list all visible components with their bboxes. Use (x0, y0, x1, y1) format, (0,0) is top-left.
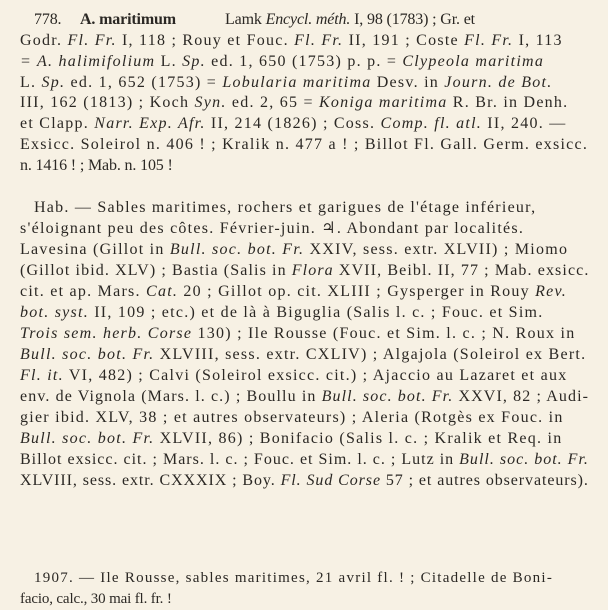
italic-reference: Bull. soc. bot. Fr. (169, 241, 305, 258)
italic-reference: Fl. Sud Corse (280, 472, 381, 489)
citation-line (20, 135, 588, 155)
italic-reference: Bull. soc. bot. Fr. (459, 451, 589, 468)
italic-reference: Narr. Exp. Afr. (94, 115, 206, 133)
text-segment: III, 162 (1813) ; Koch (20, 94, 195, 112)
habitat-line (20, 408, 564, 428)
italic-reference: Sp. (41, 73, 66, 91)
habitat-line (34, 198, 536, 218)
text-segment: I, 98 (1783) ; Gr. et (350, 11, 475, 28)
text-segment: II, 214 (1826) ; Coss. (205, 115, 381, 133)
citation-line (20, 31, 563, 51)
citation-line (20, 52, 544, 72)
text-segment: 130) ; Ile Rousse (Fouc. et Sim. l. c. ; N. Roux in (192, 325, 576, 342)
habitat-line (20, 366, 567, 386)
text-segment: I, 118 ; Rouy et Fouc. (116, 32, 295, 49)
taxon-name: A. maritimum (80, 11, 176, 28)
text-segment: cit. et ap. Mars. (20, 283, 147, 300)
text-segment: XLVIII, sess. extr. CXLIV) ; Algajola (Soleirol ex Bert. (154, 346, 587, 363)
italic-reference: Fl. it. (20, 367, 64, 384)
habitat-line (20, 450, 589, 470)
text-segment: ed. 2, 65 = (226, 94, 319, 112)
text-segment: 20 ; Gillot op. cit. XLIII ; Gysperger in Rouy (178, 283, 536, 300)
italic-reference: bot. syst. (20, 304, 89, 321)
text-segment: XXVI, 82 ; Audi- (453, 388, 590, 405)
text-segment: (Gillot ibid. XLV) ; Bastia (Salis in (20, 262, 292, 279)
text-segment: R. Br. in Denh. (447, 94, 569, 112)
observation-line (34, 568, 553, 588)
habitat-line (20, 282, 567, 302)
text-segment: Exsicc. Soleirol n. 406 ! ; Kralik n. 477 a ! ; Billot Fl. Gall. Germ. exsicc. (20, 136, 589, 153)
habitat-line (20, 429, 562, 449)
text-segment: XLVII, 86) ; Bonifacio (Salis l. c. ; Kralik et Req. in (154, 430, 563, 447)
italic-reference: Syn. (194, 94, 227, 112)
habitat-line (20, 471, 589, 491)
text-segment: facio, calc., 30 mai fl. fr. ! (20, 591, 172, 607)
habitat-line (20, 261, 589, 281)
italic-reference: = A. halimifolium (20, 52, 156, 70)
habitat-line (20, 303, 543, 323)
text-segment: gier ibid. XLV, 38 ; et autres observateurs) ; Aleria (Rotgès ex Fouc. in (20, 409, 564, 426)
citation-line (225, 10, 475, 30)
text-segment: env. de Vignola (Mars. l. c.) ; Boullu in (20, 388, 322, 405)
italic-reference: Flora (291, 262, 334, 279)
italic-reference: Bull. soc. bot. Fr. (321, 388, 454, 405)
italic-reference: Lobularia maritima (222, 73, 372, 91)
text-segment: L. (20, 73, 42, 91)
text-segment: XLVIII, sess. extr. CXXXIX ; Boy. (20, 472, 281, 489)
text-segment: ed. 1, 652 (1753) = (65, 73, 223, 91)
text-segment: I, 113 (513, 32, 563, 49)
text-segment: II, 109 ; etc.) et de là à Biguglia (Salis l. c. ; Fouc. et Sim. (88, 304, 544, 321)
italic-reference: Fl. Fr. (67, 32, 117, 49)
text-segment: VI, 482) ; Calvi (Soleirol exsicc. cit.) ; Ajaccio au Lazaret et aux (63, 367, 568, 384)
text-segment: Godr. (20, 32, 68, 49)
habitat-line (20, 387, 589, 407)
observation-line (20, 589, 172, 609)
text-segment: L. (155, 52, 183, 70)
text-segment: ed. 1, 650 (1753) p. p. = (205, 52, 403, 70)
text-segment: Billot exsicc. cit. ; Mars. l. c. ; Fouc. et Sim. l. c. ; Lutz in (20, 451, 460, 468)
italic-reference: Cat. (146, 283, 179, 300)
italic-reference: Comp. fl. atl. (380, 115, 483, 133)
text-segment: II, 240. — (482, 115, 567, 133)
citation-line (20, 73, 552, 93)
text-segment: n. 1416 ! ; Mab. n. 105 ! (20, 156, 173, 174)
text-segment: 1907. — Ile Rousse, sables maritimes, 21 avril fl. ! ; Citadelle de Boni- (34, 570, 554, 586)
citation-line (20, 93, 568, 113)
italic-reference: Fl. Fr. (294, 32, 344, 49)
text-segment: Lavesina (Gillot in (20, 241, 170, 258)
habitat-line (20, 240, 568, 260)
text-segment: II, 191 ; Coste (343, 32, 465, 49)
italic-reference: Sp. (182, 52, 206, 70)
citation-line (20, 114, 566, 134)
text-segment: XVII, Beibl. II, 77 ; Mab. exsicc. (333, 262, 590, 279)
italic-reference: Bull. soc. bot. Fr. (20, 346, 155, 363)
text-segment: Desv. in (371, 73, 445, 91)
italic-reference: Journ. de Bot. (444, 73, 553, 91)
habitat-line (20, 324, 575, 344)
text-segment: Lamk (225, 11, 266, 28)
italic-reference: Trois sem. herb. Corse (20, 325, 193, 342)
text-segment: Hab. — Sables maritimes, rochers et garigues de l'étage inférieur, (34, 199, 537, 216)
citation-line (20, 156, 173, 176)
italic-reference: Rev. (535, 283, 567, 300)
habitat-line (20, 345, 586, 365)
text-segment: et Clapp. (20, 115, 95, 133)
text-segment: XXIV, sess. extr. XLVII) ; Miomo (304, 241, 569, 258)
entry-number: 778. (34, 11, 62, 28)
italic-reference: Bull. soc. bot. Fr. (20, 430, 155, 447)
text-segment: s'éloignant peu des côtes. Février-juin. ♃. Abondant par localités. (20, 220, 525, 237)
habitat-line (20, 219, 524, 239)
italic-reference: Clypeola maritima (402, 52, 545, 70)
italic-reference: Koniga maritima (318, 94, 448, 112)
italic-reference: Encycl. méth. (265, 11, 351, 28)
text-segment: 57 ; et autres observateurs). (380, 472, 589, 489)
italic-reference: Fl. Fr. (464, 32, 514, 49)
